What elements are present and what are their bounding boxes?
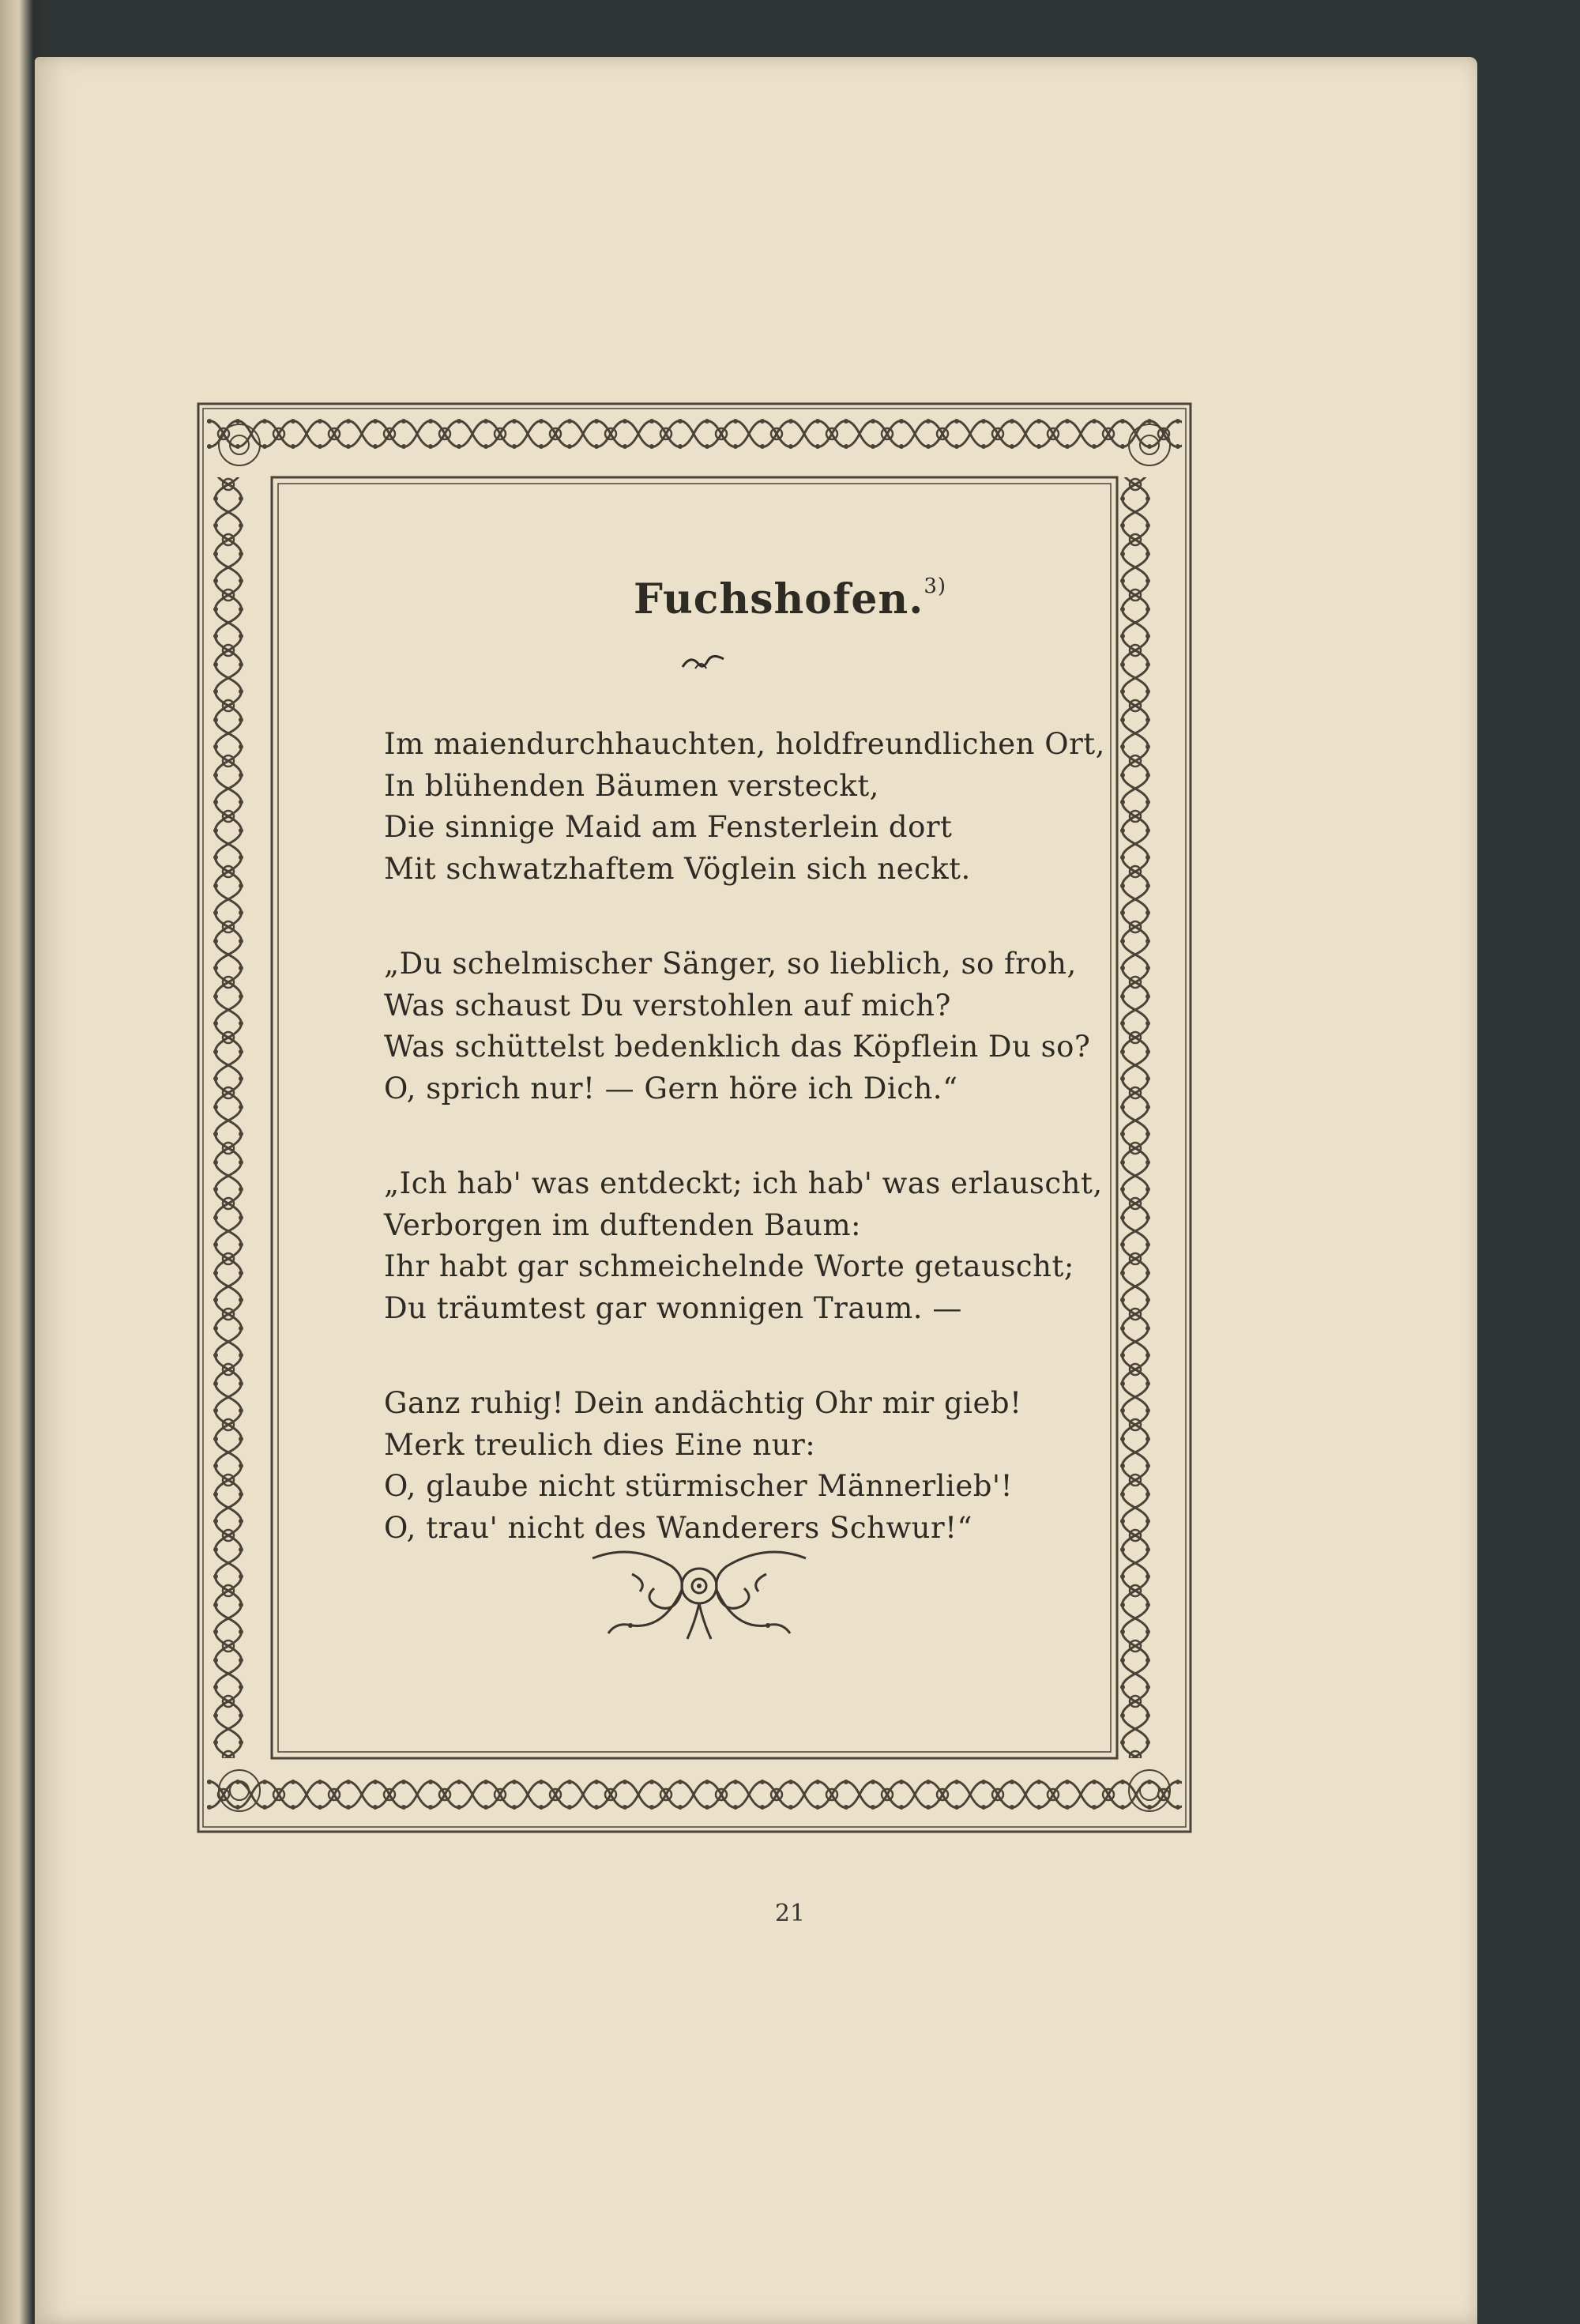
poem-line: Was schüttelst bedenklich das Köpflein Du so? xyxy=(384,1030,1091,1064)
poem-line: Ganz ruhig! Dein andächtig Ohr mir gieb! xyxy=(384,1386,1022,1420)
poem-line: Merk treulich dies Eine nur: xyxy=(384,1427,816,1462)
page-title xyxy=(0,575,1580,623)
poem-line: Die sinnige Maid am Fensterlein dort xyxy=(384,810,953,844)
scroll-ornament-icon xyxy=(585,1542,814,1649)
poem-line: Im maiendurchhauchten, holdfreundlichen Ort, xyxy=(384,727,1105,761)
stanza xyxy=(384,1163,1103,1329)
flourish-icon xyxy=(679,650,727,677)
footnote-mark: 3) xyxy=(924,574,947,598)
poem-line: Du träumtest gar wonnigen Traum. — xyxy=(384,1290,962,1325)
stanza xyxy=(384,1383,1095,1549)
poem-line: „Ich hab' was entdeckt; ich hab' was erlauscht, xyxy=(384,1166,1103,1200)
stanza xyxy=(384,944,1095,1109)
title-text: Fuchshofen. xyxy=(633,575,924,623)
poem-line: Mit schwatzhaftem Vöglein sich neckt. xyxy=(384,851,971,886)
poem-line: Was schaust Du verstohlen auf mich? xyxy=(384,988,951,1023)
poem-line: In blühenden Bäumen versteckt, xyxy=(384,768,879,803)
poem-line: O, sprich nur! — Gern höre ich Dich.“ xyxy=(384,1071,958,1106)
poem-line: „Du schelmischer Sänger, so lieblich, so froh, xyxy=(384,947,1077,981)
poem-line: Ihr habt gar schmeichelnde Worte getauscht; xyxy=(384,1249,1074,1283)
stanza xyxy=(384,724,1105,890)
page-number: 21 xyxy=(774,1900,806,1927)
poem-line: O, glaube nicht stürmischer Männerlieb'! xyxy=(384,1469,1013,1503)
poem xyxy=(384,724,1105,1603)
poem-line: O, trau' nicht des Wanderers Schwur!“ xyxy=(384,1510,972,1545)
poem-line: Verborgen im duftenden Baum: xyxy=(384,1207,862,1242)
